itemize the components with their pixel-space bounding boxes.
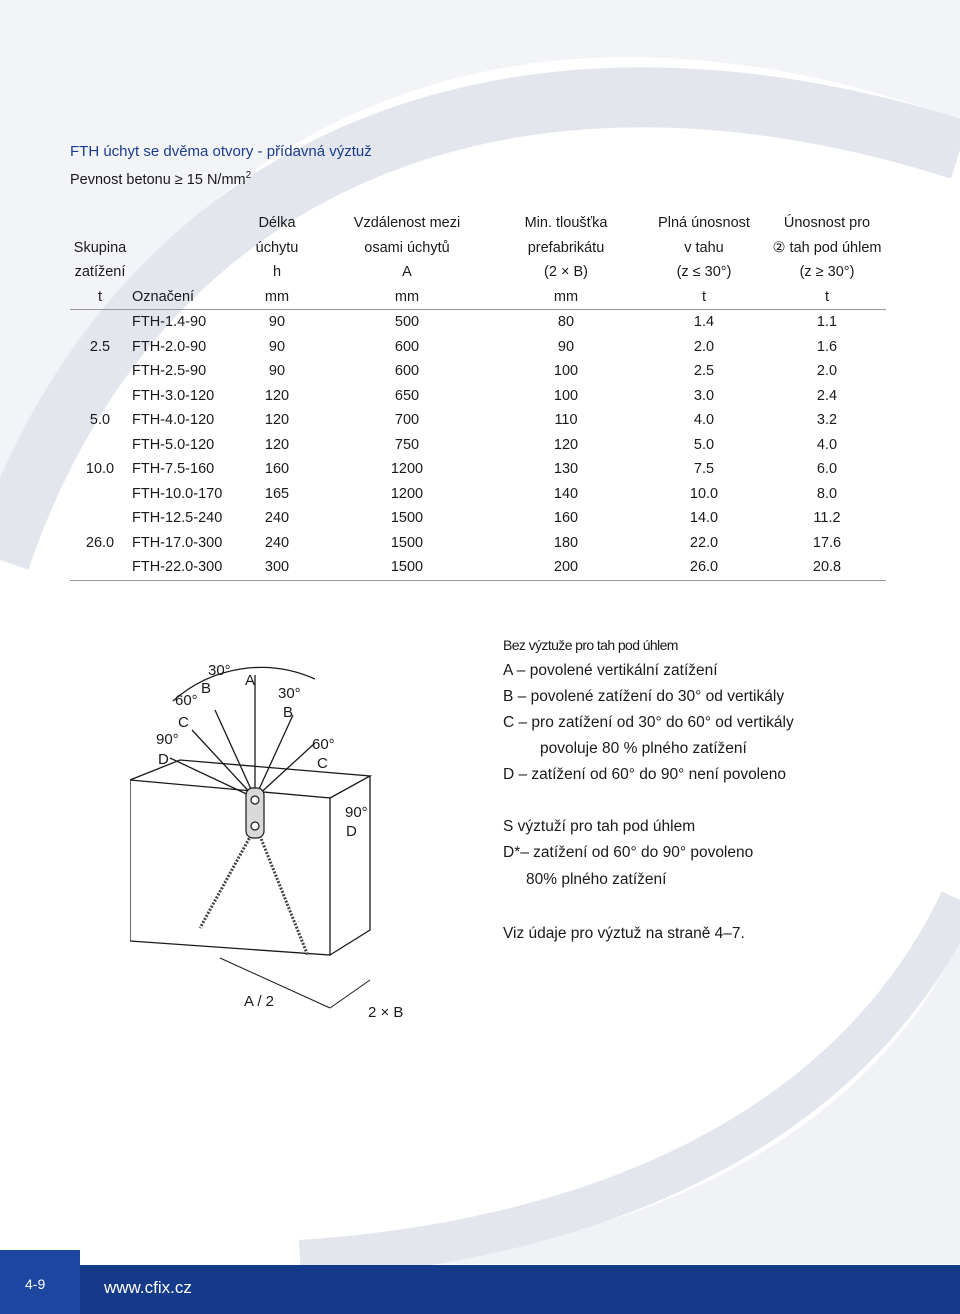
table-cell: t [768,285,886,310]
table-cell: 22.0 [689,534,719,551]
table-cell: Délka [258,215,296,232]
table-cell: 26.0 [85,534,115,551]
table-cell: 500 [394,314,420,331]
table-cell: 130 [553,461,579,478]
label-90-right: 90° [345,804,368,821]
table-cell: mm [322,285,492,310]
table-cell: v tahu [684,239,724,256]
label-60-left: 60° [175,692,198,709]
table-cell: 1500 [390,534,424,551]
table-row [70,359,886,384]
table-cell: t [70,285,130,310]
table-cell: 2.5 [693,363,715,380]
load-line-d-left [170,758,255,798]
table-row [70,506,886,531]
table-cell: 8.0 [816,485,838,502]
label-b-left: B [201,680,212,697]
reference-note: Viz údaje pro výztuž na straně 4–7. [503,925,745,942]
table-cell: 650 [394,387,420,404]
table-cell: 1.6 [816,338,838,355]
table-cell [70,384,130,409]
table-cell: 750 [394,436,420,453]
table-cell: 165 [264,485,290,502]
table-cell: Únosnost pro [783,215,871,232]
label-d-left: D [158,751,169,768]
legend-item-b: B – povolené zatížení do 30° od vertikály [503,688,785,705]
table-cell: ② tah pod úhlem [772,239,882,256]
table-cell: 120 [264,387,290,404]
anchor-load-angle-diagram [130,630,460,1030]
dim-label-2b: 2 × B [368,1004,404,1021]
table-cell: FTH-3.0-120 [132,387,215,404]
table-cell: 7.5 [693,461,715,478]
table-cell [130,260,232,285]
table-cell: 4.0 [816,436,838,453]
table-cell: 300 [232,555,322,580]
label-a: A [245,672,256,689]
table-cell: 3.2 [816,412,838,429]
table-cell: úchytu [255,239,299,256]
table-cell: 10.0 [85,461,115,478]
table-row [70,531,886,556]
table-cell: 2.4 [816,387,838,404]
table-cell: zatížení [74,264,126,281]
table-cell: 1200 [390,461,424,478]
table-cell: FTH-22.0-300 [130,555,232,580]
label-60-right: 60° [312,736,335,753]
table-cell: Min. tloušťka [524,215,608,232]
table-row [70,408,886,433]
table-cell: 100 [553,387,579,404]
table-cell: FTH-10.0-170 [132,485,223,502]
label-c-right: C [317,755,328,772]
table-cell: FTH-7.5-160 [132,461,215,478]
website-link[interactable]: www.cfix.cz [104,1278,192,1297]
dim-label-a-half: A / 2 [244,993,275,1010]
table-row [70,310,886,335]
table-cell: 90 [268,338,286,355]
table-cell: mm [232,285,322,310]
table-cell: 20.8 [768,555,886,580]
table-unit-row [70,285,886,310]
table-cell: (z ≤ 30°) [676,264,732,281]
table-cell: osami úchytů [364,239,450,256]
table-cell: Skupina [73,239,127,256]
table-cell [70,555,130,580]
legend-section-reinforced: S výztuží pro tah pod úhlem [503,818,696,835]
label-d-right: D [346,823,357,840]
legend-item-d: D – zatížení od 60° do 90° není povoleno [503,766,786,783]
table-cell: 1.1 [816,314,838,331]
concrete-strength-note: Pevnost betonu ≥ 15 $N/mm^2$ [70,170,252,188]
table-cell: 11.2 [813,510,841,527]
table-cell: 26.0 [640,555,768,580]
table-cell: 10.0 [689,485,719,502]
table-row [70,335,886,360]
table-header-row [70,211,886,236]
table-row [70,384,886,409]
table-cell: 5.0 [89,412,111,429]
table-cell: 17.6 [812,534,842,551]
table-row [70,433,886,458]
table-cell: 240 [264,534,290,551]
table-cell: 120 [264,412,290,429]
table-cell: 5.0 [693,436,715,453]
table-header-row [70,236,886,261]
legend-item-a: A – povolené vertikální zatížení [503,662,718,679]
table-cell: 90 [268,314,286,331]
table-cell: 1500 [390,510,424,527]
table-cell: 600 [394,338,420,355]
table-cell [70,211,130,236]
label-30-left: 30° [208,662,231,679]
table-cell: 140 [553,485,579,502]
table-cell: 2.0 [816,363,838,380]
table-cell: 1500 [322,555,492,580]
legend-item-c-continued: povoluje 80 % plného zatížení [540,740,747,757]
legend-heading: Bez výztuže pro tah pod úhlem [503,637,678,653]
load-capacity-table [70,211,886,581]
table-cell: 1200 [390,485,424,502]
table-cell: 600 [394,363,420,380]
page-title: FTH úchyt se dvěma otvory - přídavná výztuž [70,143,372,160]
table-cell: 14.0 [689,510,719,527]
table-cell: Plná únosnost [658,215,750,232]
table-cell: 2.5 [89,338,111,355]
legend-item-dstar: D*– zatížení od 60° do 90° povoleno [503,844,754,861]
table-row [70,457,886,482]
table-cell: 3.0 [693,387,715,404]
table-cell: Označení [130,285,232,310]
table-cell [70,433,130,458]
table-cell: (2 × B) [544,264,588,281]
table-cell: h [272,264,282,281]
table-cell: 180 [553,534,579,551]
label-30-right: 30° [278,685,301,702]
table-cell: 120 [553,436,579,453]
table-cell [70,482,130,507]
table-row [70,482,886,507]
table-cell: 160 [264,461,290,478]
table-cell: 110 [554,412,578,429]
table-cell: 6.0 [816,461,838,478]
table-cell: A [402,264,412,281]
table-cell: FTH-4.0-120 [132,412,215,429]
legend-item-c: C – pro zatížení od 30° do 60° od vertikály [503,714,794,731]
table-cell: 80 [557,314,575,331]
table-cell: Vzdálenost mezi [353,215,461,232]
label-90-left: 90° [156,731,179,748]
table-cell: 90 [557,338,575,355]
table-cell: FTH-12.5-240 [132,510,223,527]
dim-line-2b [330,980,370,1008]
label-c-left: C [178,714,189,731]
table-cell [70,506,130,531]
label-b-right: B [283,704,294,721]
legend-item-dstar-continued: 80% plného zatížení [526,871,667,888]
dim-line-a-half [220,958,330,1008]
reinforcement-bars [200,826,308,956]
table-cell: 4.0 [693,412,715,429]
table-cell: 2.0 [693,338,715,355]
load-line-b-right [255,715,293,798]
table-cell: 120 [264,436,290,453]
table-cell: t [640,285,768,310]
load-line-b-left [215,710,255,798]
table-cell: 1.4 [693,314,715,331]
table-cell: FTH-5.0-120 [132,436,215,453]
table-cell: 240 [264,510,290,527]
table-cell: 100 [553,363,579,380]
table-cell [70,310,130,335]
page-number: 4-9 [25,1276,46,1292]
table-cell: 160 [553,510,579,527]
table-row [70,555,886,580]
lifting-anchor [246,788,264,838]
table-cell [130,211,232,236]
table-cell: FTH-1.4-90 [132,314,207,331]
table-cell [70,359,130,384]
table-cell: FTH-2.5-90 [132,363,207,380]
table-cell [130,236,232,261]
table-header-row [70,260,886,285]
table-cell: mm [492,285,640,310]
table-cell: FTH-2.0-90 [132,338,207,355]
table-cell: FTH-17.0-300 [132,534,223,551]
table-cell: 700 [394,412,420,429]
table-cell: prefabrikátu [527,239,605,256]
table-cell: 90 [268,363,286,380]
table-cell: (z ≥ 30°) [799,264,855,281]
table-cell: 200 [492,555,640,580]
